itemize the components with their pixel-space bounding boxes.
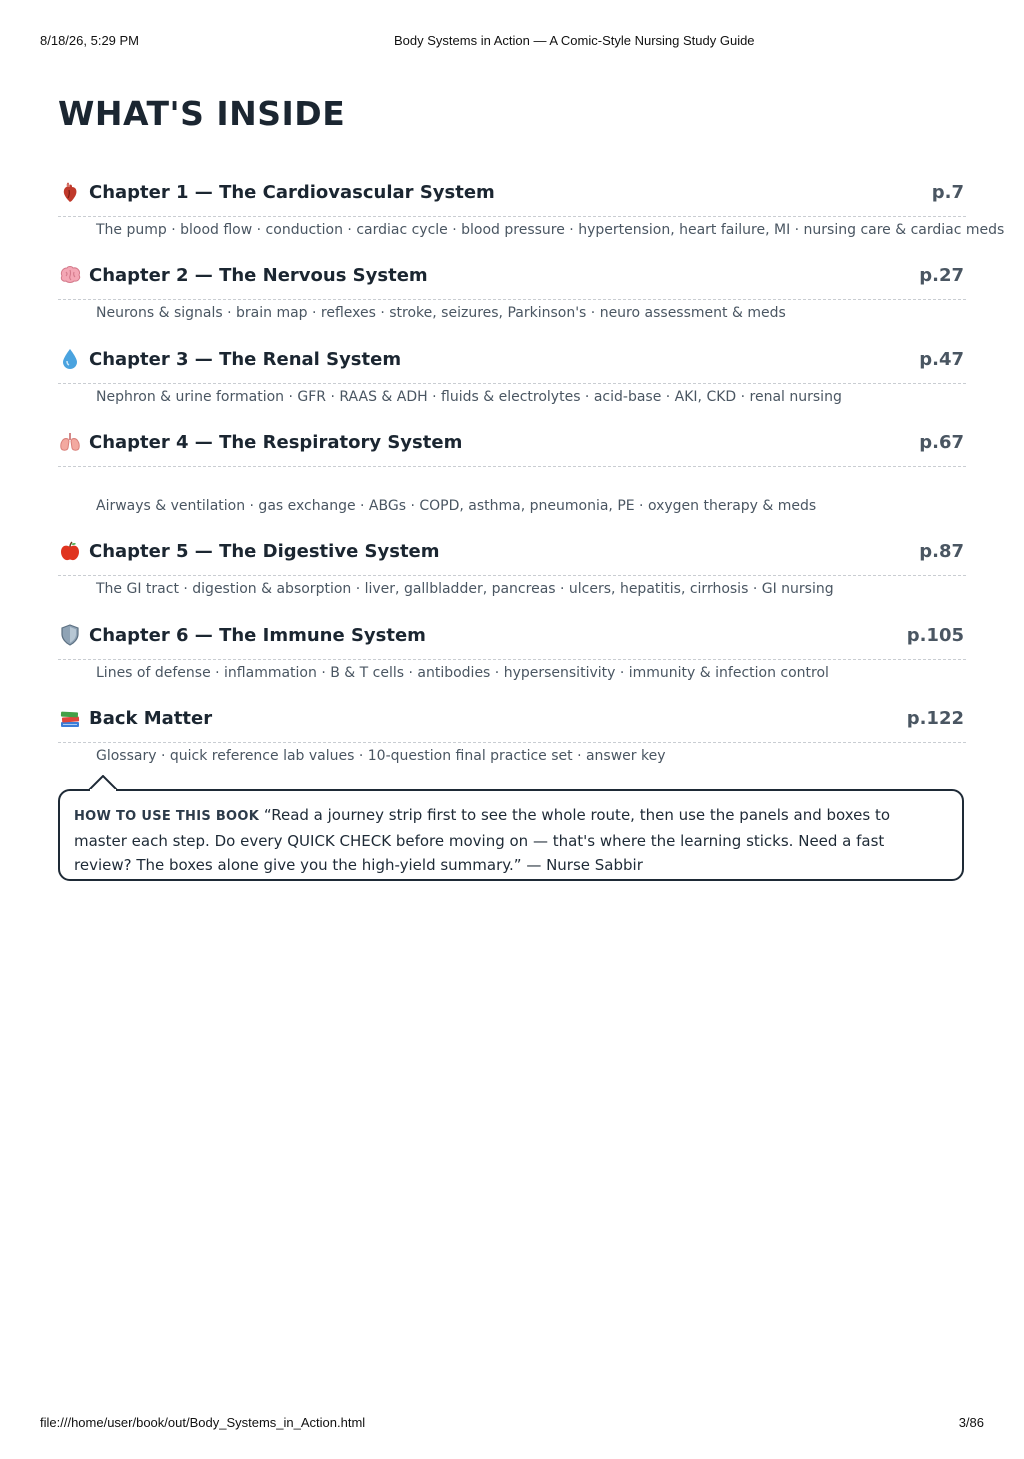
toc-entry-chapter-1[interactable] [58,170,1005,238]
print-header [40,33,984,51]
toc-entry-page: p.47 [919,349,964,370]
toc-entry-topics: The pump · blood flow · conduction · cardiac cycle · blood pressure · hypertension, heart failure, MI · nursing care & cardiac meds [96,222,1005,238]
toc-entry-header [58,170,966,217]
print-url: file:///home/user/book/out/Body_Systems_in_Action.html [40,1415,366,1430]
toc-entry-page: p.105 [906,625,964,646]
toc-entry-header [58,529,966,576]
page-title: WHAT'S INSIDE [58,94,346,133]
how-to-use-callout [58,789,964,881]
toc-entry-header [58,337,966,384]
toc-entry-topics: Lines of defense · inflammation · B & T cells · antibodies · hypersensitivity · immunity & infection control [96,665,829,681]
toc-entry-chapter-5[interactable] [58,529,966,597]
toc-entry-chapter-3[interactable] [58,337,966,405]
toc-entry-title: Chapter 3 — The Renal System [89,349,402,370]
callout-text [74,803,932,877]
toc-entry-title: Chapter 5 — The Digestive System [89,541,440,562]
toc-entry-title: Back Matter [89,708,213,729]
toc-entry-back-matter[interactable] [58,696,966,764]
toc-entry-page: p.122 [906,708,964,729]
toc-entry-topics: Airways & ventilation · gas exchange · ABGs · COPD, asthma, pneumonia, PE · oxygen therapy & meds [96,498,817,514]
toc-entry-page: p.67 [919,432,964,453]
toc-entry-title: Chapter 1 — The Cardiovascular System [89,182,495,203]
toc-entry-title: Chapter 6 — The Immune System [89,625,426,646]
print-document-title: Body Systems in Action — A Comic-Style Nursing Study Guide [394,33,755,48]
toc-entry-page: p.87 [919,541,964,562]
toc-entry-title: Chapter 4 — The Respiratory System [89,432,463,453]
anatomical-heart-icon [58,180,82,204]
toc-entry-header [58,613,966,660]
toc-entry-topics: Neurons & signals · brain map · reflexes · stroke, seizures, Parkinson's · neuro assessment & meds [96,305,786,321]
toc-entry-header [58,696,966,743]
toc-entry-page: p.27 [919,265,964,286]
speech-bubble-tail-joint [90,789,116,793]
print-page-indicator: 3/86 [958,1415,984,1430]
toc-entry-topics: Nephron & urine formation · GFR · RAAS & ADH · fluids & electrolytes · acid-base · AKI, CKD · renal nursing [96,389,842,405]
print-footer [40,1415,984,1433]
toc-entry-chapter-6[interactable] [58,613,966,681]
toc-entry-page: p.7 [931,182,964,203]
lungs-icon [58,430,82,454]
toc-entry-topics: Glossary · quick reference lab values · 10-question final practice set · answer key [96,748,666,764]
callout-label: HOW TO USE THIS BOOK [74,809,260,824]
toc-entry-header [58,253,966,300]
toc-entry-topics: The GI tract · digestion & absorption · liver, gallbladder, pancreas · ulcers, hepatitis, cirrhosis · GI nursing [96,581,834,597]
shield-icon [58,623,82,647]
books-icon [58,706,82,730]
apple-icon [58,539,82,563]
callout-quote: “Read a journey strip first to see the whole route, then use the panels and boxes to master each step. Do every QUICK CHECK before moving on — that's where the learning sticks. Need a fast review? The boxes alone give you the high-yield summary.” — Nurse Sabbir [74,806,891,874]
toc-entry-header [58,420,966,467]
toc-entry-chapter-2[interactable] [58,253,966,321]
brain-icon [58,263,82,287]
toc-entry-chapter-4[interactable] [58,420,966,514]
toc-entry-title: Chapter 2 — The Nervous System [89,265,428,286]
print-datetime: 8/18/26, 5:29 PM [40,33,140,48]
droplet-icon [58,347,82,371]
